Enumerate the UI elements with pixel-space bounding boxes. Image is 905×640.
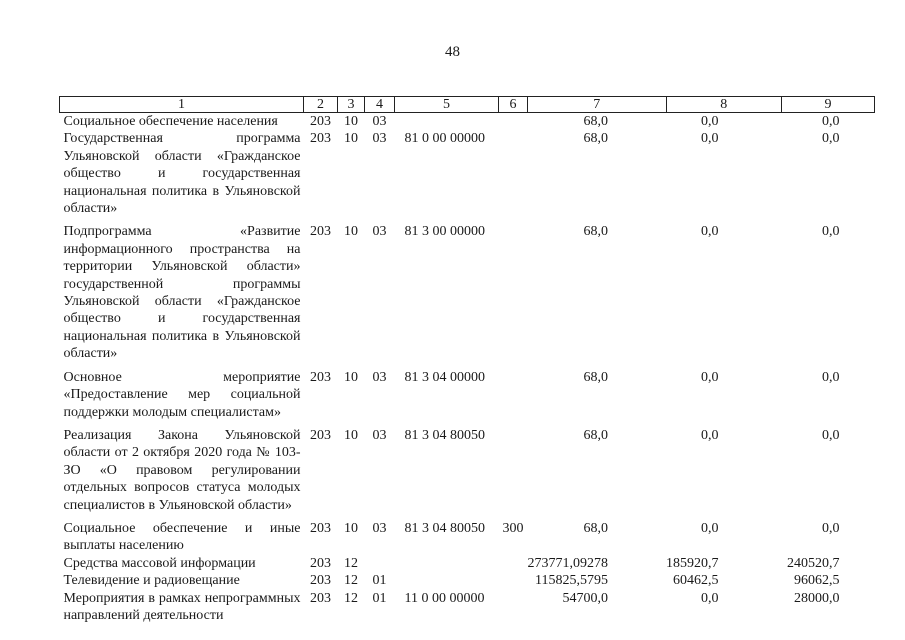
row-col8: 0,0 xyxy=(701,427,719,443)
row-col3: 10 xyxy=(344,520,358,536)
row-col5 xyxy=(395,113,499,131)
row-col9: 96062,5 xyxy=(794,573,840,589)
row-col5: 81 3 04 00000 xyxy=(404,369,485,385)
row-col5: 81 3 04 80050 xyxy=(404,427,485,443)
row-col6 xyxy=(499,572,528,589)
row-col9: 0,0 xyxy=(822,369,840,385)
row-col3: 12 xyxy=(344,555,358,571)
row-col8: 0,0 xyxy=(701,590,719,606)
col-header-8: 8 xyxy=(666,97,782,113)
row-col6 xyxy=(499,421,528,514)
row-col4 xyxy=(365,555,395,572)
row-name: Государственная программа Ульяновской области «Гражданское общество и государственная национальная политика в Ульяновской области» xyxy=(63,131,301,217)
row-col7: 68,0 xyxy=(583,427,608,443)
table-row xyxy=(60,130,875,217)
row-col4: 01 xyxy=(372,573,387,589)
col-header-3: 3 xyxy=(338,97,365,113)
row-col7: 68,0 xyxy=(583,224,608,240)
row-col2: 203 xyxy=(310,224,331,240)
row-col6 xyxy=(499,130,528,217)
row-col7: 68,0 xyxy=(583,369,608,385)
row-col4: 01 xyxy=(372,590,387,606)
row-col3: 10 xyxy=(344,114,358,129)
row-col3: 12 xyxy=(344,573,358,589)
row-col9: 0,0 xyxy=(822,114,840,129)
row-col7: 68,0 xyxy=(583,520,608,536)
budget-table xyxy=(59,96,875,624)
row-name: Телевидение и радиовещание xyxy=(63,573,240,589)
row-col8: 0,0 xyxy=(701,224,719,240)
row-col6 xyxy=(499,217,528,362)
table-row xyxy=(60,113,875,131)
row-col2: 203 xyxy=(310,520,331,536)
row-col4: 03 xyxy=(372,369,387,385)
row-col6 xyxy=(499,590,528,625)
col-header-9: 9 xyxy=(782,97,875,113)
row-col8: 0,0 xyxy=(701,131,719,147)
col-header-4: 4 xyxy=(365,97,395,113)
row-col9: 0,0 xyxy=(822,131,840,147)
row-col9: 0,0 xyxy=(822,224,840,240)
row-col2: 203 xyxy=(310,590,331,606)
row-col3: 10 xyxy=(344,369,358,385)
row-col5: 81 3 00 00000 xyxy=(404,224,485,240)
row-name: Социальное обеспечение и иные выплаты населению xyxy=(63,520,301,554)
row-col2: 203 xyxy=(310,131,331,147)
row-col7: 68,0 xyxy=(583,114,608,129)
row-col3: 10 xyxy=(344,224,358,240)
row-col8: 60462,5 xyxy=(673,573,719,589)
col-header-5: 5 xyxy=(395,97,499,113)
row-col3: 10 xyxy=(344,131,358,147)
row-col6 xyxy=(499,113,528,131)
row-col8: 0,0 xyxy=(701,520,719,536)
row-col9: 0,0 xyxy=(822,427,840,443)
row-col7: 54700,0 xyxy=(562,590,608,606)
table-row xyxy=(60,514,875,555)
row-col2: 203 xyxy=(310,427,331,443)
row-col7: 68,0 xyxy=(583,131,608,147)
table-row xyxy=(60,217,875,362)
page-number: 48 xyxy=(445,44,460,60)
row-col3: 10 xyxy=(344,427,358,443)
table-row xyxy=(60,590,875,625)
row-col8: 0,0 xyxy=(701,114,719,129)
row-col4: 03 xyxy=(372,224,387,240)
row-col9: 240520,7 xyxy=(787,555,840,571)
row-name: Основное мероприятие «Предоставление мер социальной поддержки молодым специалистам» xyxy=(63,369,301,420)
row-col6: 300 xyxy=(502,520,524,536)
row-col4: 03 xyxy=(372,114,387,129)
table-row xyxy=(60,555,875,572)
col-header-1: 1 xyxy=(60,97,304,113)
row-col3: 12 xyxy=(344,590,358,606)
col-header-6: 6 xyxy=(499,97,528,113)
table-row xyxy=(60,421,875,514)
col-header-2: 2 xyxy=(304,97,338,113)
row-col5: 11 0 00 00000 xyxy=(404,590,485,606)
row-col2: 203 xyxy=(310,369,331,385)
row-col8: 185920,7 xyxy=(666,555,719,571)
row-col2: 203 xyxy=(310,114,331,129)
row-col9: 28000,0 xyxy=(794,590,840,606)
row-col7: 273771,09278 xyxy=(527,555,608,571)
row-name: Подпрограмма «Развитие информационного пространства на территории Ульяновской области» государственной программы Ульяновской области «Гражданское общество и государственная национальная политика в Ульяновской области» xyxy=(63,224,301,362)
row-col5: 81 3 04 80050 xyxy=(404,520,485,536)
header-row xyxy=(60,97,875,113)
row-col2: 203 xyxy=(310,573,331,589)
row-col5 xyxy=(395,555,499,572)
row-name: Реализация Закона Ульяновской области от 2 октября 2020 года № 103-ЗО «О правовом регулировании отдельных вопросов статуса молодых специалистов в Ульяновской области» xyxy=(63,427,301,513)
row-col4: 03 xyxy=(372,520,387,536)
col-header-7: 7 xyxy=(528,97,667,113)
row-col4: 03 xyxy=(372,131,387,147)
row-col6 xyxy=(499,555,528,572)
table-row xyxy=(60,363,875,421)
row-name: Социальное обеспечение населения xyxy=(63,114,278,129)
row-col2: 203 xyxy=(310,555,331,571)
row-col6 xyxy=(499,363,528,421)
row-name: Мероприятия в рамках непрограммных направлений деятельности xyxy=(63,590,301,623)
row-col5 xyxy=(395,572,499,589)
row-col9: 0,0 xyxy=(822,520,840,536)
table-row xyxy=(60,572,875,589)
row-col8: 0,0 xyxy=(701,369,719,385)
row-col5: 81 0 00 00000 xyxy=(404,131,485,147)
row-col7: 115825,5795 xyxy=(535,573,608,589)
row-name: Средства массовой информации xyxy=(63,555,256,571)
row-col4: 03 xyxy=(372,427,387,443)
